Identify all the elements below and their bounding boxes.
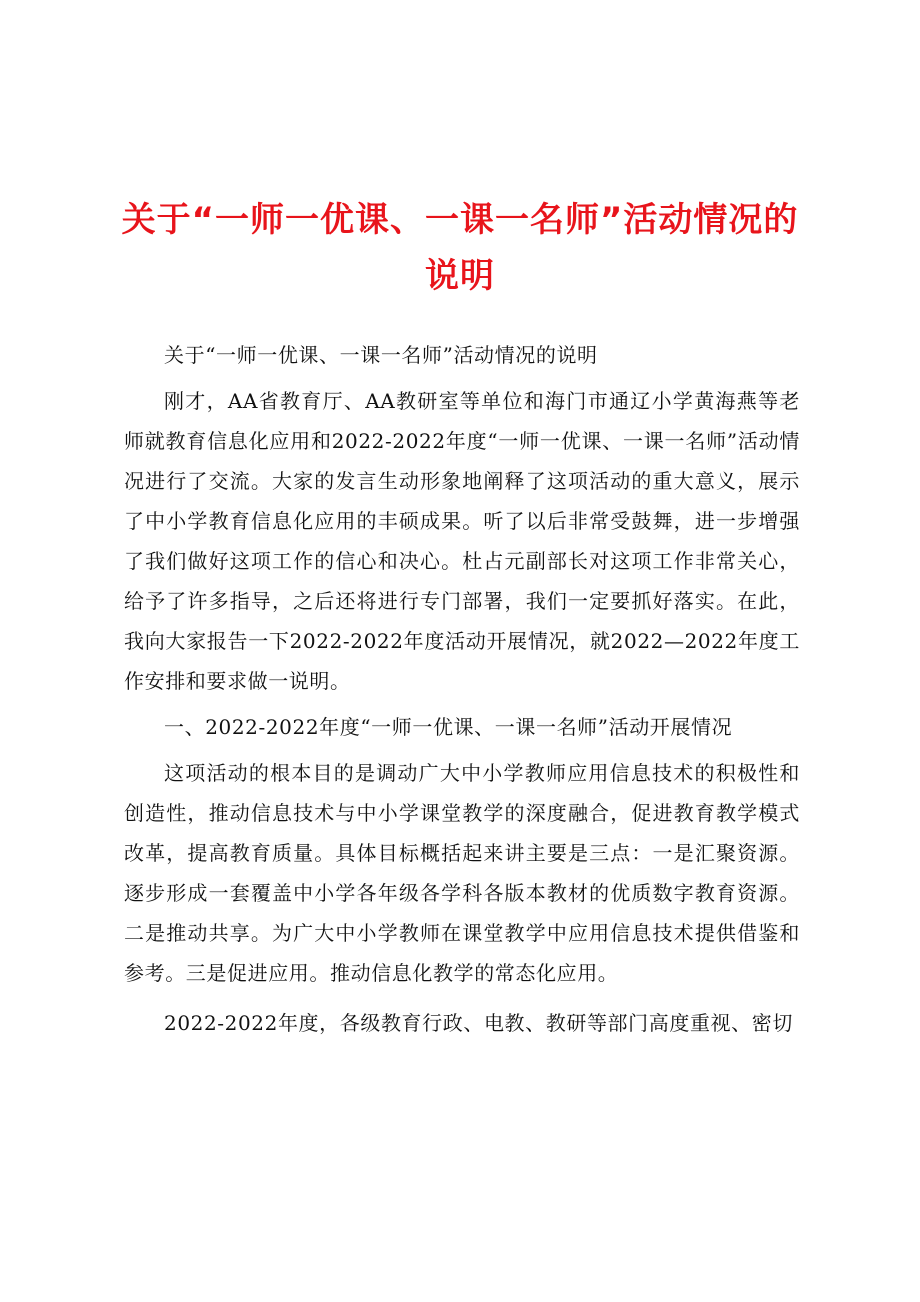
- paragraph-continuation: 2022-2022年度，各级教育行政、电教、教研等部门高度重视、密切: [164, 1011, 793, 1035]
- paragraph-subtitle: 关于“一师一优课、一课一名师”活动情况的说明: [164, 343, 598, 367]
- paragraph-intro: 刚才，AA省教育厅、AA教研室等单位和海门市通辽小学黄海燕等老师就教育信息化应用和2022-2022年度“一师一优课、一课一名师”活动情况进行了交流。大家的发言生动形象地阐释了这项活动的重大意义，展示了中小学教育信息化应用的丰硕成果。听了以后非常受鼓舞，进一步增强了我们做好这项工作的信心和决心。杜占元副部长对这项工作非常关心，给予了许多指导，之后还将进行专门部署，我们一定要抓好落实。在此，我向大家报告一下2022-2022年度活动开展情况，就2022—2022年度工作安排和要求做一说明。: [124, 389, 800, 693]
- document-body: [124, 335, 800, 1049]
- section-heading: 一、2022-2022年度“一师一优课、一课一名师”活动开展情况: [164, 715, 733, 739]
- document-title: [100, 192, 820, 304]
- title-line-2: 说明: [425, 256, 495, 296]
- paragraph-goals: 这项活动的根本目的是调动广大中小学教师应用信息技术的积极性和创造性，推动信息技术与中小学课堂教学的深度融合，促进教育教学模式改革，提高教育质量。具体目标概括起来讲主要是三点：一是汇聚资源。逐步形成一套覆盖中小学各年级各学科各版本教材的优质数字教育资源。二是推动共享。为广大中小学教师在课堂教学中应用信息技术提供借鉴和参考。三是促进应用。推动信息化教学的常态化应用。: [124, 761, 800, 985]
- title-line-1: 关于“一师一优课、一课一名师”活动情况的: [121, 200, 799, 240]
